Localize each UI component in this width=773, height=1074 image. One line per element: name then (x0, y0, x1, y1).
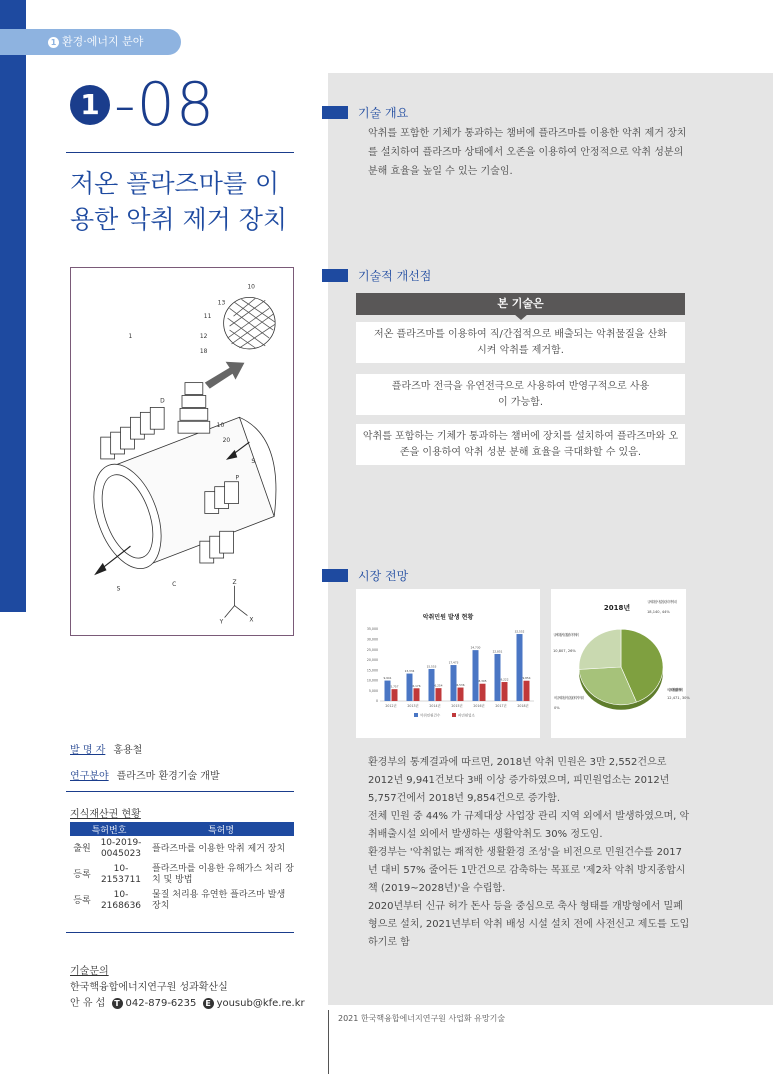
market-paragraph: 2020년부터 신규 허가 돈사 등을 중심으로 축사 형태를 개방형에서 밀폐형으로 설치, 2021년부터 악취 배성 시설 설치 전에 사전신고 제도를 도입하기로 함 (368, 901, 690, 948)
pie-chart-title: 2018년 (603, 604, 631, 612)
category-pill (0, 29, 181, 55)
pie-value-label: 10,807, 26% (553, 649, 576, 653)
patent-name: 물질 처리용 유연한 플라즈마 발생 장치 (152, 890, 286, 911)
overview-heading-text: 기술 개요 (358, 106, 409, 120)
inventor-row (70, 741, 142, 756)
y-tick-label: 15,000 (366, 668, 378, 673)
patent-number: 10-2019-0045023 (100, 838, 142, 859)
market-heading-text: 시장 전망 (358, 569, 409, 583)
bar (458, 688, 464, 701)
fig-label: 13 (217, 299, 226, 307)
contact-phone[interactable]: 042-879-6235 (125, 998, 197, 1009)
fig-label: 10 (216, 422, 225, 430)
title-divider (66, 152, 294, 153)
bar (524, 681, 530, 701)
fig-label: 12 (199, 333, 208, 341)
improvement-text: 저온 플라즈마를 이용하여 직/간접적으로 배출되는 악취물질을 산화시켜 악취를 제거함. (374, 328, 667, 356)
page-title: 저온 플라즈마를 이용한 악취 제거 장치 (70, 169, 288, 234)
tech-code-number: -08 (114, 70, 215, 140)
inventor-label: 발 명 자 (70, 745, 106, 756)
y-tick-label: 35,000 (366, 627, 378, 632)
fig-label: Y (219, 618, 224, 626)
improvement-item (356, 374, 685, 415)
bar-value-label: 6,536 (456, 683, 465, 688)
improvement-text: 플라즈마 전극을 유연전극으로 사용하여 반영구적으로 사용이 가능함. (391, 380, 650, 408)
bar-value-label: 8,395 (478, 679, 487, 684)
contact-details (70, 994, 305, 1009)
patent-kind: 등록 (73, 895, 91, 906)
improvement-text: 악취를 포함하는 기체가 통과하는 챔버에 장치를 설치하여 플라즈마와 오존을 이용하여 악취 성분 분해 효율을 극대화할 수 있음. (362, 430, 679, 458)
pie-chart (551, 589, 690, 738)
x-tick-label: 2012년 (385, 704, 397, 708)
y-tick-label: 10,000 (366, 678, 378, 683)
contact-name: 안 유 섭 (70, 998, 106, 1009)
fig-label: 20 (222, 437, 231, 445)
table-row (70, 862, 294, 888)
bar-value-label: 24,730 (470, 645, 481, 650)
bar-chart-svg (356, 589, 540, 738)
footer-divider (328, 1010, 329, 1074)
patent-number: 10-2153711 (100, 864, 142, 885)
bar-value-label: 9,222 (500, 677, 509, 682)
pie-value-label: 0% (554, 706, 560, 710)
legend-swatch (452, 713, 456, 717)
patent-name: 플라즈마를 이용한 악취 제거 장치 (152, 843, 286, 854)
fig-label: 18 (199, 347, 208, 355)
patent-kind: 등록 (73, 869, 91, 880)
y-tick-label: 25,000 (366, 647, 378, 652)
bar-value-label: 17,473 (448, 660, 459, 665)
x-tick-label: 2018년 (517, 704, 529, 708)
section-marker (322, 106, 348, 119)
bar (392, 689, 398, 701)
fig-label: 11 (203, 313, 212, 321)
footer-text: 2021 한국핵융합에너지연구원 사업화 유망기술 (338, 1014, 506, 1023)
bar (385, 681, 391, 701)
patent-kind: 출원 (73, 843, 91, 854)
pie-label: 비규제대상 사업장 관리지역 외 (667, 688, 683, 692)
tech-code-circle: 1 (70, 85, 110, 125)
y-tick-label: 30,000 (366, 637, 378, 642)
bar (517, 634, 523, 701)
patents-header-name: 특허명 (148, 822, 294, 836)
bar-value-label: 9,854 (522, 676, 531, 681)
section-marker (322, 269, 348, 282)
market-paragraph: 환경부의 통계결과에 따르면, 2018년 악취 민원은 3만 2,552건으로 2012년 9,941건보다 3배 이상 증가하였으며, 피민원업소는 2012년 5,757건에서 2018년 9,854건으로 증가함. (368, 757, 670, 804)
fig-label: S (116, 585, 121, 593)
y-tick-label: 20,000 (366, 658, 378, 663)
fig-label: Z (232, 578, 237, 586)
patent-number: 10-2168636 (100, 890, 142, 911)
fig-label: D (160, 397, 165, 405)
bar (473, 650, 479, 701)
fig-label: 10 (247, 283, 255, 291)
improvements-box-title: 본 기술은 (356, 293, 685, 315)
field-row (70, 767, 220, 782)
bar (436, 688, 442, 701)
market-paragraph: 환경부는 '악취없는 쾌적한 생활환경 조성'을 비전으로 민원건수를 2017년 대비 57% 줄어든 1만건으로 감축하는 목표로 '제2차 악취 방지종합시책 (2019~2028년)'을 수립함. (368, 847, 686, 894)
pie-value-label: 12,471, 30% (667, 696, 690, 700)
bar-value-label: 6,254 (434, 683, 443, 688)
tech-code (70, 70, 215, 140)
bar-value-label: 6,176 (412, 683, 421, 688)
fig-label: X (249, 616, 254, 624)
bar-value-label: 32,552 (514, 629, 525, 634)
fig-label: S (251, 457, 256, 465)
section-marker (322, 569, 348, 582)
bar-value-label: 22,851 (492, 649, 503, 654)
legend-label: 악취민원건수 (420, 713, 441, 718)
bar-value-label: 9,941 (383, 676, 392, 681)
x-tick-label: 2017년 (495, 704, 507, 708)
bar-value-label: 15,553 (426, 664, 437, 669)
patents-title: 지식재산권 현황 (70, 809, 141, 820)
field-label: 연구분야 (70, 771, 109, 782)
overview-text: 악취를 포함한 기체가 통과하는 챔버에 플라즈마를 이용한 악취 제거 장치를 설치하여 플라즈마 상태에서 오존을 이용하여 안정적으로 악취 성분의 분해 효율을 높일 수 있는 기술임. (368, 128, 687, 177)
market-text (368, 754, 690, 952)
category-number: 1 (48, 37, 59, 48)
x-tick-label: 2014년 (429, 704, 441, 708)
device-figure (70, 267, 294, 636)
legend-swatch (414, 713, 418, 717)
bar-chart (356, 589, 540, 738)
improvement-item (356, 322, 685, 363)
bar-value-label: 5,757 (390, 684, 399, 689)
legend-label: 피민원업소 (458, 713, 475, 718)
email-icon: E (203, 998, 214, 1009)
patents-divider (66, 932, 294, 933)
contact-org: 한국핵융합에너지연구원 성과확산실 (70, 982, 228, 993)
fig-label: P (235, 474, 240, 482)
market-heading (322, 567, 408, 584)
market-paragraph: 전체 민원 중 44% 가 규제대상 사업장 관리 지역 외에서 발생하였으며, 악취배출시설 외에서 발생하는 생활악취도 30% 정도임. (368, 811, 690, 840)
inventor-value: 홍용철 (113, 745, 143, 756)
fig-label: 1 (128, 333, 133, 341)
left-accent-bar (0, 0, 26, 612)
bar-value-label: 13,334 (404, 669, 415, 674)
improvements-heading (322, 267, 431, 284)
bar (414, 688, 420, 701)
bar (502, 682, 508, 701)
category-label: 환경·에너지 분야 (62, 35, 144, 48)
bar (480, 684, 486, 701)
x-tick-label: 2016년 (473, 704, 485, 708)
info-divider (66, 791, 294, 792)
pie-label: 비규제대상 사업장 관리지역 내 (554, 696, 584, 700)
pie-value-label: 18,140, 44% (647, 610, 670, 614)
improvement-item (356, 424, 685, 465)
pie-slice (579, 629, 621, 669)
patent-name: 플라즈마를 이용한 유해가스 처리 장치 및 방법 (152, 864, 294, 885)
contact-title: 기술문의 (70, 966, 109, 977)
improvements-notch (514, 314, 528, 320)
bar-chart-title: 악취민원 발생 현황 (422, 614, 474, 621)
contact-email[interactable]: yousub@kfe.re.kr (216, 998, 305, 1009)
device-drawing (71, 268, 293, 635)
y-tick-label: 0 (375, 699, 378, 704)
table-row (70, 836, 294, 862)
phone-icon: T (112, 998, 123, 1009)
improvements-heading-text: 기술적 개선점 (358, 269, 432, 283)
patents-header-number: 특허번호 (70, 822, 148, 836)
fig-label: C (172, 580, 177, 588)
patents-table (70, 822, 294, 914)
y-tick-label: 5,000 (368, 688, 378, 693)
field-value: 플라즈마 환경기술 개발 (116, 771, 220, 782)
pie-label: 규제대상 사업장 관리지역 내 (647, 600, 677, 604)
overview-heading (322, 104, 408, 121)
table-row (70, 888, 294, 914)
x-tick-label: 2015년 (451, 704, 463, 708)
pie-label: 규제대상 사업장 관리지역 외 (553, 633, 579, 637)
x-tick-label: 2013년 (407, 704, 419, 708)
pie-chart-svg (551, 589, 690, 738)
